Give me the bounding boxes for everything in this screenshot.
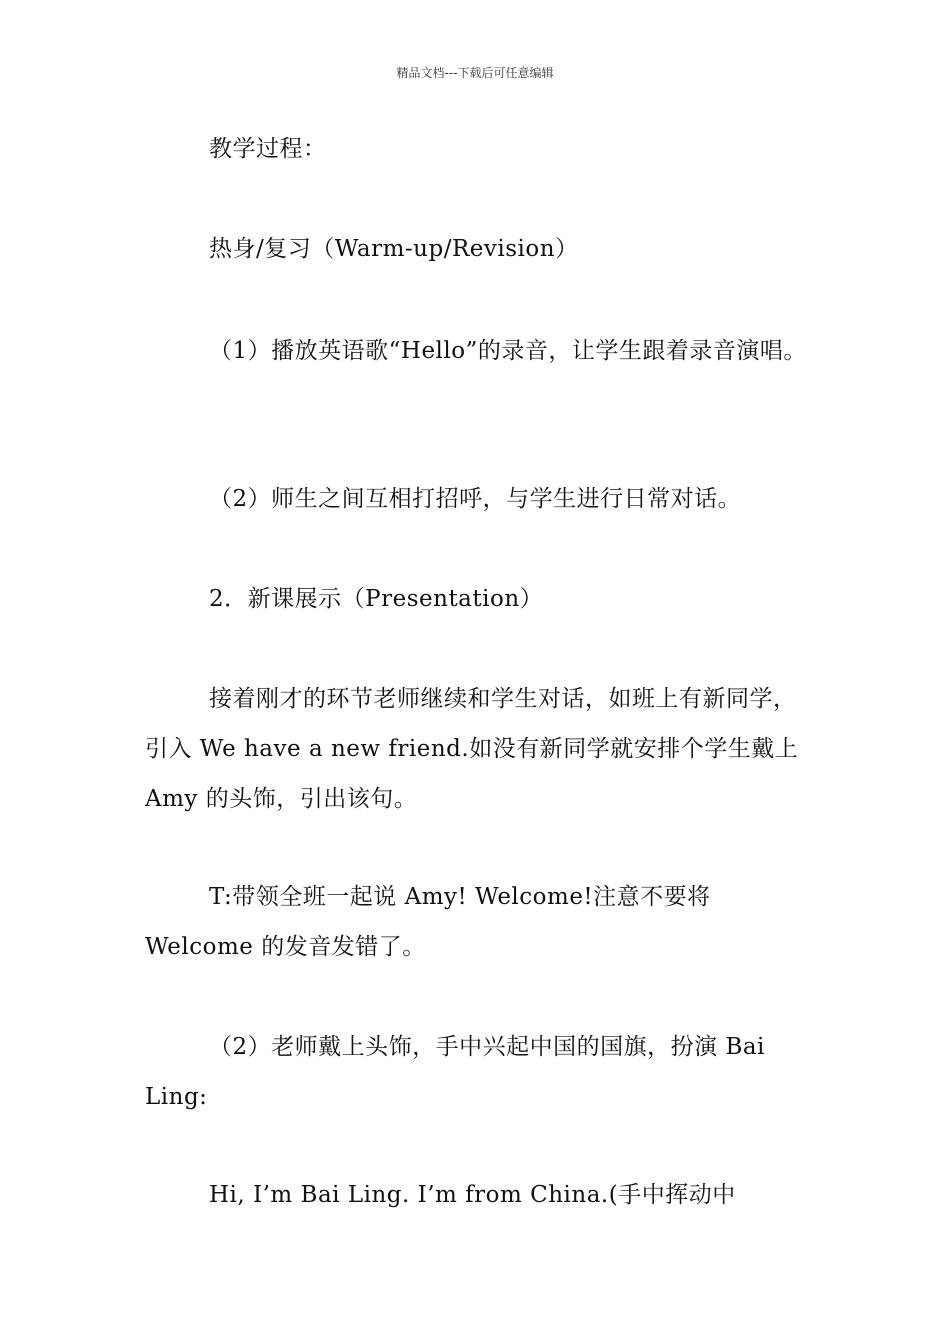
paragraph-bai-ling-dialogue: Hi, I’m Bai Ling. I’m from China.(手中挥动中: [209, 1182, 736, 1208]
paragraph-greetings: （2）师生之间互相打招呼，与学生进行日常对话。: [209, 486, 742, 512]
paragraph-warmup-heading: 热身/复习（Warm-up/Revision）: [209, 236, 579, 262]
page-header: 精品文档---下载后可任意编辑: [396, 66, 554, 80]
paragraph-play-song: （1）播放英语歌“Hello”的录音，让学生跟着录音演唱。: [209, 338, 807, 364]
paragraph-new-friend: 接着刚才的环节老师继续和学生对话，如班上有新同学，引入 We have a new friend.如没有新同学就安排个学生戴上 Amy 的头饰，引出该句。: [145, 686, 799, 812]
paragraph-presentation-heading: 2．新课展示（Presentation）: [209, 586, 544, 612]
paragraph-welcome: T:带领全班一起说 Amy! Welcome!注意不要将 Welcome 的发音发错了。: [145, 884, 711, 960]
paragraph-bai-ling-role: （2）老师戴上头饰，手中兴起中国的国旗，扮演 Bai Ling:: [145, 1034, 765, 1110]
paragraph-teaching-process: 教学过程：: [209, 136, 327, 162]
